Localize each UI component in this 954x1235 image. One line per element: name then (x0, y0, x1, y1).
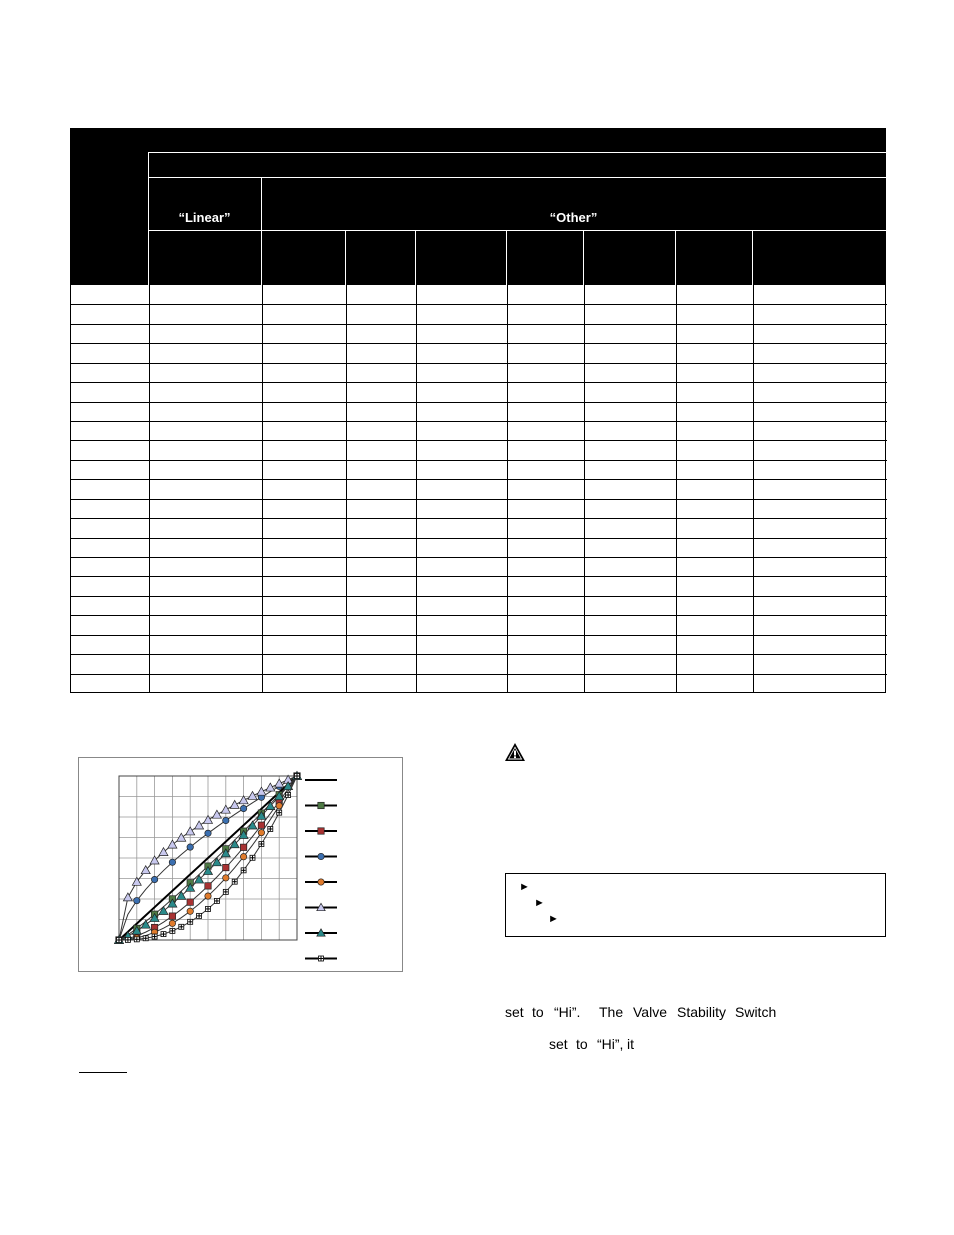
data-point-triangle (275, 779, 284, 787)
data-point-square (169, 913, 175, 919)
table-row-divider (71, 440, 887, 441)
table-column-divider (416, 285, 417, 693)
underline-rule (79, 1072, 127, 1073)
data-point-triangle (257, 787, 266, 795)
table-row-divider (71, 538, 887, 539)
chart-svg (79, 758, 402, 971)
data-point-circle (205, 830, 211, 836)
data-point-square (223, 864, 229, 870)
data-point-triangle (186, 827, 195, 835)
table-row-divider (71, 635, 887, 636)
table-column-divider (149, 285, 150, 693)
data-point-triangle (212, 810, 221, 818)
table-row-divider (71, 324, 887, 325)
table-row-divider (71, 674, 887, 675)
data-point-triangle (266, 783, 275, 791)
header-linear: “Linear” (178, 210, 231, 225)
data-point-triangle (239, 796, 248, 804)
word: Switch (735, 1004, 777, 1020)
data-point-circle (187, 844, 193, 850)
data-point-triangle (123, 893, 132, 901)
data-point-square (318, 802, 324, 808)
word: to (532, 1004, 544, 1020)
table-row-divider (71, 343, 887, 344)
word: “Hi”, (597, 1036, 624, 1052)
data-point-circle (205, 893, 211, 899)
data-point-square (240, 844, 246, 850)
data-point-triangle (195, 821, 204, 829)
word: set (549, 1036, 568, 1052)
arrow-icon: ► (519, 881, 530, 893)
data-point-circle (151, 876, 157, 882)
table-row-divider (71, 557, 887, 558)
arrow-icon: ► (548, 913, 559, 925)
data-point-triangle (230, 800, 239, 808)
data-point-circle (187, 908, 193, 914)
data-point-square (205, 883, 211, 889)
table-row-divider (71, 596, 887, 597)
table-column-divider (507, 285, 508, 693)
header-other: “Other” (549, 210, 598, 225)
data-point-triangle (221, 805, 230, 813)
table-column-divider (584, 285, 585, 693)
word: it (627, 1036, 634, 1052)
data-point-circle (223, 817, 229, 823)
menu-path-box (505, 873, 886, 937)
word: to (576, 1036, 588, 1052)
table-row-divider (71, 402, 887, 403)
table-body (70, 285, 886, 693)
arrow-icon: ► (534, 897, 545, 909)
data-point-circle (223, 875, 229, 881)
word: Stability (677, 1004, 727, 1020)
data-point-circle (169, 859, 175, 865)
data-point-square (258, 822, 264, 828)
data-point-circle (240, 805, 246, 811)
table-row-divider (71, 363, 887, 364)
table-row-divider (71, 421, 887, 422)
warning-icon (504, 742, 526, 762)
data-point-square (318, 828, 324, 834)
table-row-divider (71, 382, 887, 383)
data-point-circle (169, 920, 175, 926)
table-row-divider (71, 518, 887, 519)
word: “Hi”. (554, 1004, 581, 1020)
data-point-circle (318, 879, 324, 885)
table-column-divider (753, 285, 754, 693)
table-column-divider (262, 285, 263, 693)
table-row-divider (71, 479, 887, 480)
table-row-divider (71, 654, 887, 655)
table-row-divider (71, 615, 887, 616)
data-point-triangle (168, 840, 177, 848)
word: The (599, 1004, 624, 1020)
data-point-square (187, 899, 193, 905)
word: set (505, 1004, 524, 1020)
data-point-circle (134, 897, 140, 903)
data-point-triangle (248, 791, 257, 799)
word: Valve (633, 1004, 667, 1020)
table-row-divider (71, 576, 887, 577)
data-point-triangle (159, 907, 168, 915)
data-point-circle (240, 854, 246, 860)
table-row-divider (71, 460, 887, 461)
data-table (70, 128, 886, 693)
data-point-circle (258, 829, 264, 835)
table-row-divider (71, 304, 887, 305)
table-row-divider (71, 499, 887, 500)
data-point-circle (318, 853, 324, 859)
table-column-divider (676, 285, 677, 693)
valve-characteristic-chart (78, 757, 403, 972)
table-column-divider (346, 285, 347, 693)
